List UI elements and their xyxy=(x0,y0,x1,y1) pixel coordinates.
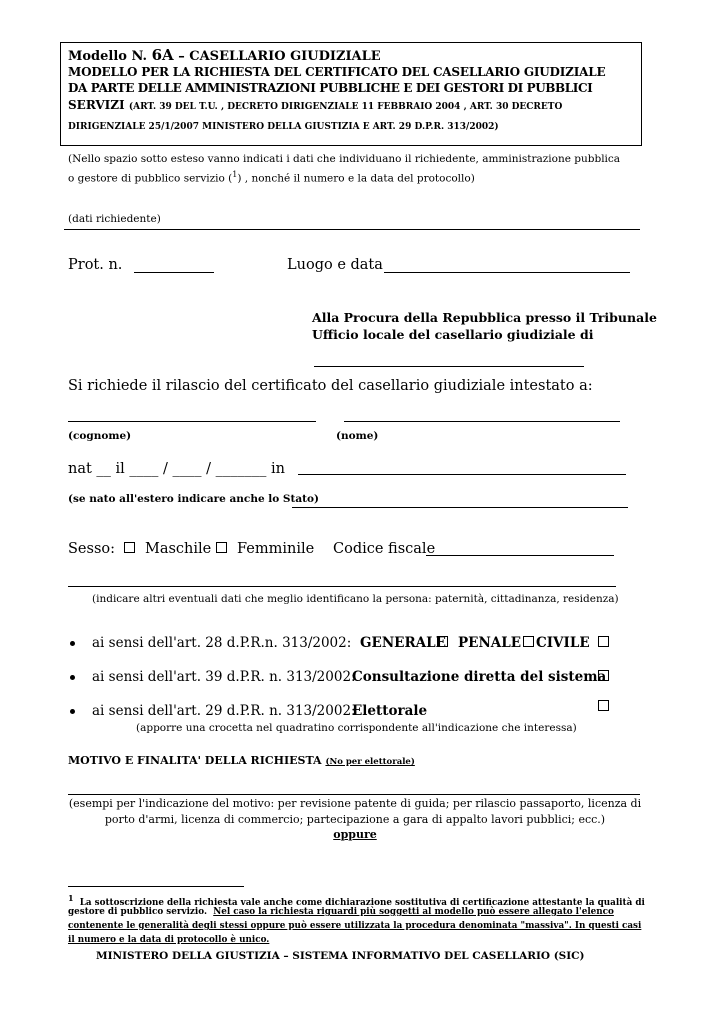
sex-label: Sesso: xyxy=(68,541,116,557)
bullet-icon xyxy=(70,709,75,714)
male-label: Maschile xyxy=(145,541,212,557)
bullet-icon xyxy=(70,675,75,680)
abroad-state-field[interactable] xyxy=(292,507,628,508)
options-note: (apporre una crocetta nel quadratino corrispondente all'indicazione che interessa) xyxy=(136,722,577,734)
recipient-line-1: Alla Procura della Repubblica presso il Tribunale xyxy=(312,310,657,325)
footnote-line-3: contenente le generalità degli stessi oppure può essere utilizzata la procedura denominata "massiva". In questi casi xyxy=(68,921,642,931)
footnote-separator xyxy=(68,886,244,887)
name-field[interactable] xyxy=(344,421,620,422)
generale-checkbox[interactable] xyxy=(437,636,448,647)
footnote-line-2: gestore di pubblico servizio. Nel caso la richiesta riguardi più soggetti al modello può essere allegato l'elenco xyxy=(68,907,614,917)
protocol-label: Prot. n. xyxy=(68,257,123,273)
place-date-field[interactable] xyxy=(384,272,630,273)
female-checkbox[interactable] xyxy=(216,542,227,553)
place-date-label: Luogo e data xyxy=(287,257,383,273)
surname-label: (cognome) xyxy=(68,430,132,442)
model-title: Modello N. 6A – CASELLARIO GIUDIZIALE xyxy=(68,46,381,64)
requester-line[interactable] xyxy=(64,229,640,230)
option-general-prefix: ai sensi dell'art. 28 d.P.R.n. 313/2002: xyxy=(92,635,352,651)
option-generale-label: GENERALE xyxy=(360,635,446,651)
option-consultation-prefix: ai sensi dell'art. 39 d.P.R. n. 313/2002: xyxy=(92,669,356,685)
consultation-checkbox[interactable] xyxy=(598,670,609,681)
other-data-note: (indicare altri eventuali dati che meglio identificano la persona: paternità, cittadinanza, residenza) xyxy=(92,593,619,605)
intro-line-2: o gestore di pubblico servizio ($^1$) , nonché il numero e la data del protocollo) xyxy=(68,170,475,185)
footnote-line-4: il numero e la data di protocollo è unico. xyxy=(68,935,270,945)
motive-label: MOTIVO E FINALITA' DELLA RICHIESTA (No per elettorale) xyxy=(68,754,415,767)
female-label: Femminile xyxy=(237,541,315,557)
form-title-line-1: MODELLO PER LA RICHIESTA DEL CERTIFICATO DEL CASELLARIO GIUDIZIALE xyxy=(68,65,606,79)
birth-label: nat __ il ____ / ____ / _______ in xyxy=(68,461,285,477)
fiscal-code-label: Codice fiscale xyxy=(333,541,436,557)
intro-line-1: (Nello spazio sotto esteso vanno indicati i dati che individuano il richiedente, amministrazione pubblica xyxy=(68,153,621,165)
surname-field[interactable] xyxy=(68,421,316,422)
civile-checkbox[interactable] xyxy=(598,636,609,647)
footer-text: MINISTERO DELLA GIUSTIZIA – SISTEMA INFORMATIVO DEL CASELLARIO (SIC) xyxy=(96,950,585,962)
motive-field[interactable] xyxy=(68,794,640,795)
form-title-line-4: DIRIGENZIALE 25/1/2007 MINISTERO DELLA GIUSTIZIA E ART. 29 D.P.R. 313/2002) xyxy=(68,122,499,132)
abroad-label: (se nato all'estero indicare anche lo Stato) xyxy=(68,493,319,505)
recipient-office-field[interactable] xyxy=(314,366,584,367)
option-electoral-prefix: ai sensi dell'art. 29 d.P.R. n. 313/2002: xyxy=(92,703,356,719)
electoral-checkbox[interactable] xyxy=(598,700,609,711)
examples-line-1: (esempi per l'indicazione del motivo: per revisione patente di guida; per rilascio passaporto, licenza di xyxy=(68,797,642,810)
option-consultation-label: Consultazione diretta del sistema xyxy=(352,669,607,685)
other-data-field[interactable] xyxy=(68,586,616,587)
form-title-line-2: DA PARTE DELLE AMMINISTRAZIONI PUBBLICHE E DEI GESTORI DI PUBBLICI xyxy=(68,81,593,95)
option-penale-label: PENALE xyxy=(458,635,522,651)
request-text: Si richiede il rilascio del certificato del casellario giudiziale intestato a: xyxy=(68,378,593,394)
protocol-number-field[interactable] xyxy=(134,272,214,273)
birth-place-field[interactable] xyxy=(298,474,626,475)
male-checkbox[interactable] xyxy=(124,542,135,553)
oppure-label: oppure xyxy=(333,828,377,841)
examples-line-2: porto d'armi, licenza di commercio; partecipazione a gara di appalto lavori pubblici; ecc.) xyxy=(104,813,606,826)
option-civile-label: CIVILE xyxy=(536,635,590,651)
option-electoral-label: Elettorale xyxy=(352,703,428,719)
penale-checkbox[interactable] xyxy=(523,636,534,647)
bullet-icon xyxy=(70,641,75,646)
footnote-line-1: 1 La sottoscrizione della richiesta vale anche come dichiarazione sostitutiva di certificazione attestante la qualità di xyxy=(68,893,645,908)
fiscal-code-field[interactable] xyxy=(426,555,614,556)
recipient-line-2: Ufficio locale del casellario giudiziale di xyxy=(312,327,594,342)
requester-label: (dati richiedente) xyxy=(68,213,161,225)
form-title-line-3: SERVIZI (ART. 39 DEL T.U. , DECRETO DIRIGENZIALE 11 FEBBRAIO 2004 , ART. 30 DECRETO xyxy=(68,98,563,112)
name-label: (nome) xyxy=(336,430,379,442)
